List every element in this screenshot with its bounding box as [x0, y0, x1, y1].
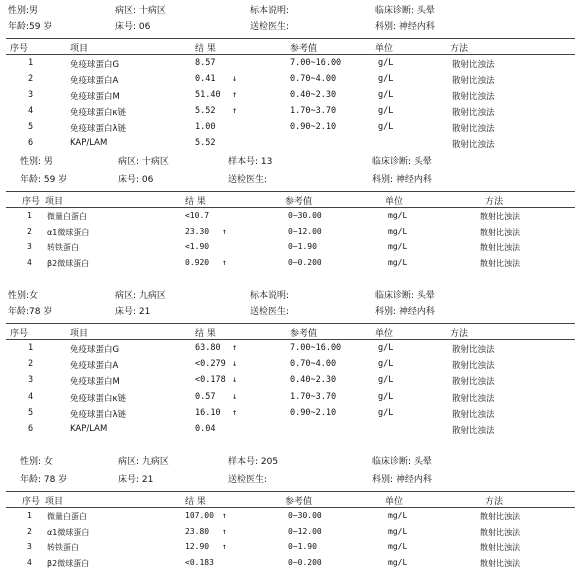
cell-item: 免疫球蛋白κ链 [70, 108, 127, 118]
cell-method: 散射比浊法 [480, 227, 520, 237]
cell-no: 3 [28, 375, 34, 386]
divider [6, 38, 575, 39]
cell-unit: mg/L [388, 242, 408, 251]
table-row [0, 424, 581, 440]
cell-no: 4 [27, 557, 32, 567]
cell-ref: 0~12.00 [288, 226, 322, 236]
cell-arrow: ↑ [222, 257, 227, 267]
cell-result: <10.7 [185, 211, 210, 220]
header-doctor: 送检医生: [250, 307, 290, 317]
table-row [0, 211, 581, 227]
cell-arrow: ↑ [232, 343, 238, 353]
cell-ref: 0.90~2.10 [290, 407, 337, 418]
header-age: 年龄:78 岁 [8, 307, 53, 317]
cell-item: KAP/LAM [70, 138, 108, 148]
cell-item: 免疫球蛋白A [70, 76, 119, 86]
column-header: 序号 [22, 497, 41, 507]
cell-ref: 0.40~2.30 [290, 375, 337, 386]
cell-ref: 1.70~3.70 [290, 391, 337, 402]
cell-unit: mg/L [388, 226, 408, 236]
column-header: 结 果 [195, 329, 216, 339]
column-header: 单位 [385, 497, 404, 507]
header-diagnosis: 临床诊断: 头晕 [372, 457, 432, 467]
cell-no: 3 [27, 542, 32, 551]
cell-ref: 0~30.00 [288, 211, 322, 220]
cell-method: 散射比浊法 [452, 76, 495, 86]
cell-result: 51.40 [195, 90, 221, 100]
column-header: 序号 [22, 197, 41, 207]
cell-arrow: ↑ [222, 526, 227, 536]
divider [6, 339, 575, 340]
table-row [0, 343, 581, 359]
cell-item: 免疫球蛋白λ链 [70, 124, 127, 134]
column-header: 项目 [70, 44, 89, 54]
cell-method: 散射比浊法 [480, 543, 520, 552]
cell-method: 散射比浊法 [452, 345, 495, 355]
cell-unit: g/L [378, 391, 394, 402]
cell-result: 0.920 [185, 257, 210, 267]
column-header: 结 果 [185, 197, 206, 207]
cell-no: 1 [28, 343, 34, 353]
header-age: 年龄: 59 岁 [20, 175, 68, 185]
cell-method: 散射比浊法 [452, 92, 495, 102]
cell-no: 4 [27, 257, 32, 267]
cell-result: 23.30 [185, 226, 210, 236]
cell-ref: 0.40~2.30 [290, 90, 337, 100]
column-header: 项目 [45, 197, 64, 207]
table-row [0, 558, 581, 574]
table-row [0, 359, 581, 375]
cell-result: 0.57 [195, 391, 216, 402]
cell-unit: g/L [378, 90, 394, 100]
cell-ref: 0~0.200 [288, 257, 322, 267]
header-bed: 床号: 21 [115, 307, 151, 317]
cell-no: 3 [27, 242, 32, 251]
cell-unit: mg/L [388, 211, 408, 220]
header-doctor: 送检医生: [250, 22, 290, 32]
cell-no: 2 [28, 74, 34, 84]
header-gender: 性别:男 [8, 6, 39, 16]
cell-item: 转铁蛋白 [47, 243, 79, 252]
report-block [0, 4, 581, 154]
cell-item: KAP/LAM [70, 424, 108, 434]
column-header: 单位 [375, 44, 394, 54]
cell-arrow: ↑ [222, 542, 227, 551]
cell-method: 散射比浊法 [452, 377, 495, 388]
table-row [0, 242, 581, 258]
cell-result: <1.90 [185, 242, 210, 251]
cell-no: 6 [28, 424, 34, 434]
cell-method: 散射比浊法 [452, 60, 495, 70]
header-ward: 病区: 九病区 [118, 457, 169, 467]
cell-unit: mg/L [388, 257, 408, 267]
cell-item: 免疫球蛋白A [70, 361, 119, 372]
cell-ref: 0~1.90 [288, 242, 317, 251]
header-dept: 科别: 神经内科 [375, 307, 435, 317]
cell-no: 4 [28, 106, 34, 116]
header-gender: 性别:女 [8, 291, 39, 301]
table-row [0, 138, 581, 154]
cell-ref: 0.70~4.00 [290, 359, 337, 370]
divider [6, 491, 575, 492]
cell-item: 微量白蛋白 [47, 212, 87, 221]
column-header: 项目 [70, 329, 89, 339]
header-gender: 性别: 男 [20, 157, 53, 167]
cell-ref: 0~30.00 [288, 511, 322, 520]
cell-result: 0.41 [195, 74, 216, 84]
cell-item: β2微球蛋白 [47, 558, 90, 568]
cell-ref: 1.70~3.70 [290, 106, 337, 116]
column-header: 方法 [485, 497, 504, 507]
column-header: 参考值 [285, 497, 313, 507]
table-row [0, 90, 581, 106]
cell-method: 散射比浊法 [452, 140, 495, 150]
cell-no: 5 [28, 122, 34, 132]
cell-result: <0.178 [195, 375, 226, 386]
cell-item: 免疫球蛋白G [70, 345, 120, 355]
cell-item: β2微球蛋白 [47, 258, 90, 268]
cell-arrow: ↓ [232, 375, 238, 386]
cell-no: 2 [28, 359, 34, 370]
cell-method: 散射比浊法 [480, 258, 520, 268]
header-sample-note: 标本说明: [250, 291, 290, 301]
table-row [0, 408, 581, 424]
cell-unit: mg/L [388, 557, 408, 567]
column-header: 参考值 [290, 329, 318, 339]
header-sample-note: 标本说明: [250, 6, 290, 16]
cell-item: α1微球蛋白 [47, 227, 90, 237]
table-row [0, 392, 581, 408]
header-dept: 科别: 神经内科 [375, 22, 435, 32]
cell-no: 1 [27, 211, 32, 220]
table-row [0, 227, 581, 243]
cell-ref: 0~0.200 [288, 557, 322, 567]
table-row [0, 527, 581, 543]
column-header: 序号 [10, 44, 29, 54]
divider [6, 207, 575, 208]
cell-method: 散射比浊法 [480, 212, 520, 221]
cell-method: 散射比浊法 [480, 558, 520, 568]
cell-result: <0.183 [185, 557, 214, 567]
cell-ref: 0~1.90 [288, 542, 317, 551]
cell-no: 1 [28, 58, 34, 68]
cell-item: 免疫球蛋白λ链 [70, 409, 127, 420]
header-doctor: 送检医生: [228, 175, 268, 185]
cell-unit: mg/L [388, 511, 408, 520]
cell-item: α1微球蛋白 [47, 527, 90, 537]
column-header: 参考值 [290, 44, 318, 54]
cell-unit: g/L [378, 359, 394, 370]
cell-result: 8.57 [195, 58, 216, 68]
header-diagnosis: 临床诊断: 头晕 [372, 157, 432, 167]
header-sample-note: 样本号: 13 [228, 157, 273, 167]
cell-result: <0.279 [195, 359, 226, 370]
cell-ref: 7.00~16.00 [290, 343, 342, 353]
cell-result: 16.10 [195, 407, 221, 418]
cell-result: 23.80 [185, 526, 210, 536]
header-dept: 科别: 神经内科 [372, 475, 432, 485]
cell-method: 散射比浊法 [452, 393, 495, 404]
cell-no: 6 [28, 138, 34, 148]
cell-unit: g/L [378, 375, 394, 386]
cell-method: 散射比浊法 [452, 361, 495, 372]
divider [6, 323, 575, 324]
cell-arrow: ↑ [232, 407, 238, 418]
cell-no: 4 [28, 391, 34, 402]
header-doctor: 送检医生: [228, 475, 268, 485]
table-row [0, 106, 581, 122]
header-dept: 科别: 神经内科 [372, 175, 432, 185]
header-bed: 床号: 06 [115, 22, 151, 32]
cell-unit: g/L [378, 74, 394, 84]
header-age: 年龄: 78 岁 [20, 475, 68, 485]
header-diagnosis: 临床诊断: 头晕 [375, 291, 435, 301]
table-row [0, 511, 581, 527]
column-header: 方法 [485, 197, 504, 207]
cell-no: 1 [27, 511, 32, 520]
cell-result: 5.52 [195, 138, 216, 148]
cell-item: 免疫球蛋白G [70, 60, 120, 70]
cell-method: 散射比浊法 [480, 527, 520, 537]
divider [6, 191, 575, 192]
cell-unit: g/L [378, 106, 394, 116]
header-ward: 病区: 九病区 [115, 291, 166, 301]
header-gender: 性别: 女 [20, 457, 53, 467]
table-row [0, 58, 581, 74]
cell-result: 63.80 [195, 343, 221, 353]
cell-unit: g/L [378, 343, 394, 353]
column-header: 参考值 [285, 197, 313, 207]
cell-item: 免疫球蛋白M [70, 92, 120, 102]
cell-ref: 7.00~16.00 [290, 58, 342, 68]
header-bed: 床号: 21 [118, 475, 154, 485]
cell-no: 2 [27, 526, 32, 536]
cell-ref: 0.90~2.10 [290, 122, 337, 132]
cell-unit: mg/L [388, 526, 408, 536]
cell-arrow: ↑ [232, 90, 238, 100]
cell-method: 散射比浊法 [480, 243, 520, 252]
cell-item: 免疫球蛋白κ链 [70, 393, 127, 404]
cell-unit: g/L [378, 122, 394, 132]
cell-unit: mg/L [388, 542, 408, 551]
cell-arrow: ↓ [232, 359, 238, 370]
header-ward: 病区: 十病区 [118, 157, 169, 167]
divider [6, 507, 575, 508]
cell-unit: g/L [378, 407, 394, 418]
report-block [0, 455, 581, 573]
cell-method: 散射比浊法 [452, 124, 495, 134]
cell-unit: g/L [378, 58, 394, 68]
column-header: 项目 [45, 497, 64, 507]
cell-item: 免疫球蛋白M [70, 377, 120, 388]
cell-item: 转铁蛋白 [47, 543, 79, 552]
cell-no: 3 [28, 90, 34, 100]
table-row [0, 258, 581, 274]
cell-method: 散射比浊法 [452, 108, 495, 118]
column-header: 方法 [450, 329, 469, 339]
column-header: 序号 [10, 329, 29, 339]
cell-result: 5.52 [195, 106, 216, 116]
cell-arrow: ↓ [232, 391, 238, 402]
cell-arrow: ↑ [222, 511, 227, 520]
cell-ref: 0.70~4.00 [290, 74, 337, 84]
header-age: 年龄:59 岁 [8, 22, 53, 32]
cell-result: 12.90 [185, 542, 210, 551]
cell-arrow: ↑ [222, 226, 227, 236]
divider [6, 54, 575, 55]
column-header: 单位 [385, 197, 404, 207]
report-block [0, 155, 581, 273]
column-header: 结 果 [195, 44, 216, 54]
cell-arrow: ↑ [232, 106, 238, 116]
header-diagnosis: 临床诊断: 头晕 [375, 6, 435, 16]
header-ward: 病区: 十病区 [115, 6, 166, 16]
table-row [0, 542, 581, 558]
cell-no: 2 [27, 226, 32, 236]
cell-result: 1.00 [195, 122, 216, 132]
cell-method: 散射比浊法 [480, 512, 520, 521]
column-header: 单位 [375, 329, 394, 339]
report-block [0, 289, 581, 440]
table-row [0, 122, 581, 138]
column-header: 方法 [450, 44, 469, 54]
column-header: 结 果 [185, 497, 206, 507]
cell-method: 散射比浊法 [452, 426, 495, 436]
cell-item: 微量白蛋白 [47, 512, 87, 521]
cell-result: 0.04 [195, 424, 216, 434]
cell-no: 5 [28, 407, 34, 418]
table-row [0, 375, 581, 391]
cell-ref: 0~12.00 [288, 526, 322, 536]
table-row [0, 74, 581, 90]
header-sample-note: 样本号: 205 [228, 457, 279, 467]
cell-result: 107.00 [185, 511, 214, 520]
cell-arrow: ↓ [232, 74, 238, 84]
cell-method: 散射比浊法 [452, 409, 495, 420]
header-bed: 床号: 06 [118, 175, 154, 185]
